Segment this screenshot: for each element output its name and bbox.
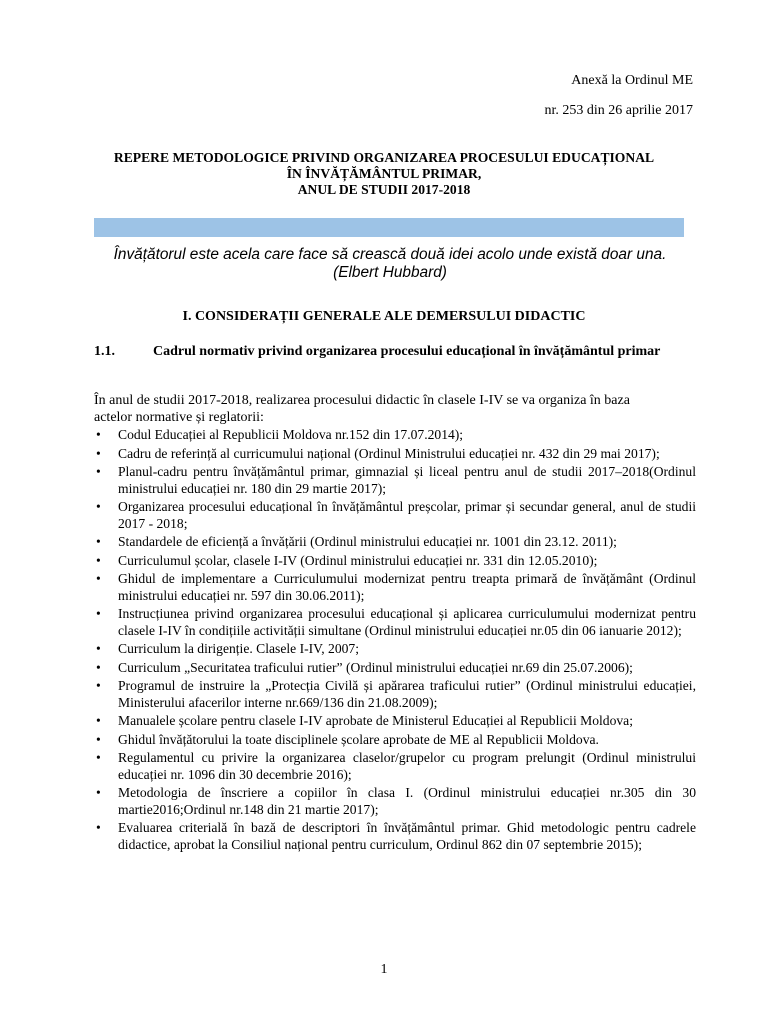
list-item — [94, 571, 696, 604]
list-item-text: Curriculum la dirigenție. Clasele I-IV, 2007; — [118, 641, 359, 656]
bullet-icon: • — [96, 445, 101, 461]
decorative-blue-band — [94, 218, 684, 237]
list-item-text: Ghidul învățătorului la toate disciplinele școlare aprobate de ME al Republicii Moldova. — [118, 731, 599, 747]
bullet-icon: • — [96, 464, 101, 479]
document-title — [60, 150, 708, 198]
list-item-text: Manualele școlare pentru clasele I-IV aprobate de Ministerul Educației al Republicii Moldova; — [118, 713, 633, 728]
bullet-icon: • — [96, 678, 101, 693]
bullet-icon: • — [96, 750, 101, 765]
bullet-icon: • — [96, 534, 101, 549]
list-item-text: Standardele de eficiență a învățării (Ordinul ministrului educației nr. 1001 din 23.12. 2011); — [118, 534, 617, 549]
list-item-text: Curriculum „Securitatea traficului rutier” (Ordinul ministrului educației nr.69 din 25.07.2006); — [118, 659, 633, 675]
list-item-text: Cadru de referință al curricumului național (Ordinul Ministrului educației nr. 432 din 29 mai 2017); — [118, 445, 660, 461]
section-heading: I. CONSIDERAȚII GENERALE ALE DEMERSULUI DIDACTIC — [182, 309, 586, 324]
title-line-3: ANUL DE STUDII 2017-2018 — [297, 182, 471, 197]
list-item-text: Planul-cadru pentru învățământul primar, gimnazial și liceal pentru anul de studii 2017–2018(Ordinul ministrului educației nr. 180 din 29 martie 2017); — [118, 464, 696, 496]
list-item — [94, 553, 696, 570]
list-item — [94, 678, 696, 711]
bullet-icon: • — [96, 731, 101, 747]
bullet-icon: • — [96, 552, 101, 568]
list-item — [94, 713, 696, 730]
list-item-text: Metodologia de înscriere a copiilor în clasa I. (Ordinul ministrului educației nr.305 din 30 martie2016;Ordinul nr.148 din 21 martie 2017); — [118, 785, 696, 817]
list-item — [94, 785, 696, 818]
subsection-title: Cadrul normativ privind organizarea procesului educațional în învățământul primar — [153, 344, 661, 359]
bullet-icon: • — [96, 571, 101, 586]
intro-line-2: actelor normative și reglatorii: — [94, 410, 264, 425]
list-item — [94, 499, 696, 532]
list-item — [94, 446, 696, 463]
list-item — [94, 641, 696, 658]
bullet-icon: • — [96, 820, 101, 835]
subsection-number: 1.1. — [94, 344, 115, 359]
annex-reference: Anexă la Ordinul ME — [571, 73, 693, 88]
list-item-text: Instrucțiunea privind organizarea procesului educațional și aplicarea curriculumului modernizat pentru clasele I-IV în condițiile activității simultane (Ordinul ministrului educației nr.05 din 06 ianuarie 2012); — [118, 606, 696, 638]
list-item-text: Evaluarea criterială în bază de descriptori în învățământul primar. Ghid metodologic pentru cadrele didactice, aprobat la Consiliul național pentru curriculum, Ordinul 862 din 07 septembrie 2015); — [118, 820, 696, 852]
normative-acts-list — [94, 427, 696, 855]
page-number: 1 — [380, 962, 388, 977]
intro-line-1: În anul de studii 2017-2018, realizarea procesului didactic în clasele I-IV se va organiza în baza — [94, 393, 630, 408]
bullet-icon: • — [96, 713, 101, 728]
bullet-icon: • — [96, 427, 101, 442]
bullet-icon: • — [96, 499, 101, 514]
list-item-text: Ghidul de implementare a Curriculumului modernizat pentru treapta primară de învățământ (Ordinul ministrului educației nr. 597 din 30.06.2011); — [118, 571, 696, 603]
subsection-heading — [94, 344, 696, 360]
title-line-1: REPERE METODOLOGICE PRIVIND ORGANIZAREA PROCESULUI EDUCAȚIONAL — [113, 150, 655, 165]
annex-order-number: nr. 253 din 26 aprilie 2017 — [544, 103, 693, 118]
bullet-icon: • — [96, 659, 101, 675]
list-item-text: Curriculumul școlar, clasele I-IV (Ordinul ministrului educației nr. 331 din 12.05.2010); — [118, 552, 598, 568]
list-item — [94, 427, 696, 444]
list-item — [94, 820, 696, 853]
list-item-text: Programul de instruire la „Protecția Civilă și apărarea traficului rutier” (Ordinul ministrului educației, Ministerului afacerilor interne nr.669/136 din 21.08.2009); — [118, 678, 696, 710]
list-item-text: Codul Educației al Republicii Moldova nr.152 din 17.07.2014); — [118, 427, 464, 442]
list-item-text: Organizarea procesului educațional în învățământul preșcolar, primar și secundar general, anul de studii 2017 - 2018; — [118, 499, 696, 531]
bullet-icon: • — [96, 785, 101, 800]
title-line-2: ÎN ÎNVĂȚĂMÂNTUL PRIMAR, — [286, 166, 482, 181]
list-item — [94, 464, 696, 497]
list-item-text: Regulamentul cu privire la organizarea claselor/grupelor cu program prelungit (Ordinul ministrului educației nr. 1096 din 30 decembrie 2016); — [118, 750, 696, 782]
intro-paragraph — [94, 392, 696, 426]
list-item — [94, 750, 696, 783]
list-item — [94, 732, 696, 749]
bullet-icon: • — [96, 641, 101, 656]
list-item — [94, 660, 696, 677]
bullet-icon: • — [96, 606, 101, 621]
list-item — [94, 606, 696, 639]
list-item — [94, 534, 696, 551]
epigraph-quote: Învățătorul este acela care face să crească două idei acolo unde există doar una. (Elbert Hubbard) — [113, 246, 667, 281]
